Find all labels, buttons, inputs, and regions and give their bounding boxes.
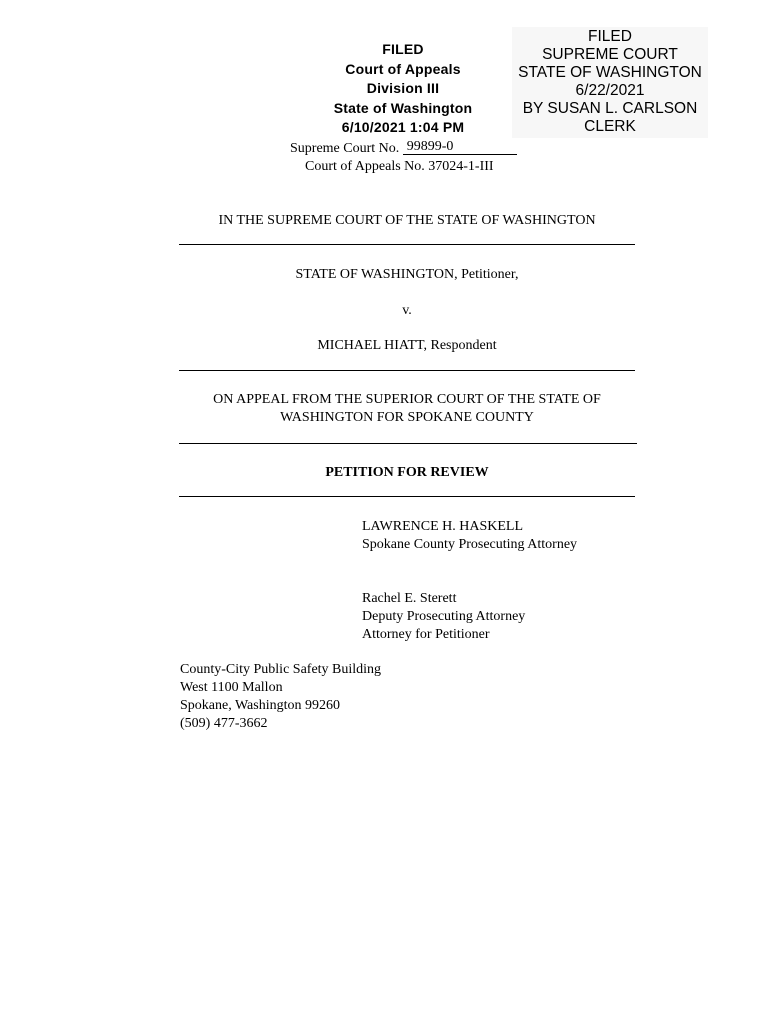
supreme-court-number-value: 99899-0 (403, 140, 517, 155)
appeal-from-line: ON APPEAL FROM THE SUPERIOR COURT OF THE STATE OF (213, 392, 601, 407)
appeal-from-line: WASHINGTON FOR SPOKANE COUNTY (280, 410, 534, 425)
deputy-block (362, 590, 525, 644)
address-building: County-City Public Safety Building (180, 662, 382, 677)
deputy-title: Deputy Prosecuting Attorney (362, 609, 526, 624)
court-of-appeals-number: Court of Appeals No. 37024-1-III (305, 159, 494, 174)
stamp-line: STATE OF WASHINGTON (518, 64, 702, 81)
versus-line: v. (402, 303, 412, 318)
petitioner-line: STATE OF WASHINGTON, Petitioner, (295, 267, 519, 282)
address-street: West 1100 Mallon (180, 680, 283, 695)
court-of-appeals-filed-stamp (318, 40, 488, 138)
document-title: PETITION FOR REVIEW (325, 465, 489, 480)
divider (179, 496, 635, 497)
address-block (180, 661, 381, 733)
stamp-line: 6/22/2021 (575, 82, 645, 99)
prosecutor-title: Spokane County Prosecuting Attorney (362, 537, 578, 552)
address-city: Spokane, Washington 99260 (180, 698, 340, 713)
deputy-role: Attorney for Petitioner (362, 627, 490, 642)
stamp-line: State of Washington (333, 99, 473, 116)
stamp-line: Court of Appeals (345, 60, 461, 77)
supreme-court-filed-stamp (512, 27, 708, 138)
stamp-line: CLERK (584, 118, 636, 135)
respondent-line: MICHAEL HIATT, Respondent (317, 338, 497, 353)
stamp-line: BY SUSAN L. CARLSON (522, 100, 698, 117)
divider (179, 370, 635, 371)
stamp-line: Division III (366, 80, 440, 96)
prosecutor-block (362, 518, 577, 554)
stamp-line: FILED (588, 28, 632, 45)
divider (179, 443, 637, 444)
supreme-court-number-label: Supreme Court No. (290, 141, 400, 156)
supreme-court-number (290, 140, 517, 158)
stamp-line: 6/10/2021 1:04 PM (341, 119, 465, 135)
divider (179, 244, 635, 245)
address-phone: (509) 477-3662 (180, 716, 268, 731)
prosecutor-name: LAWRENCE H. HASKELL (362, 519, 524, 534)
deputy-name: Rachel E. Sterett (362, 591, 457, 606)
stamp-line: SUPREME COURT (542, 46, 678, 63)
court-heading: IN THE SUPREME COURT OF THE STATE OF WASHINGTON (218, 213, 596, 228)
stamp-line: FILED (382, 41, 424, 57)
